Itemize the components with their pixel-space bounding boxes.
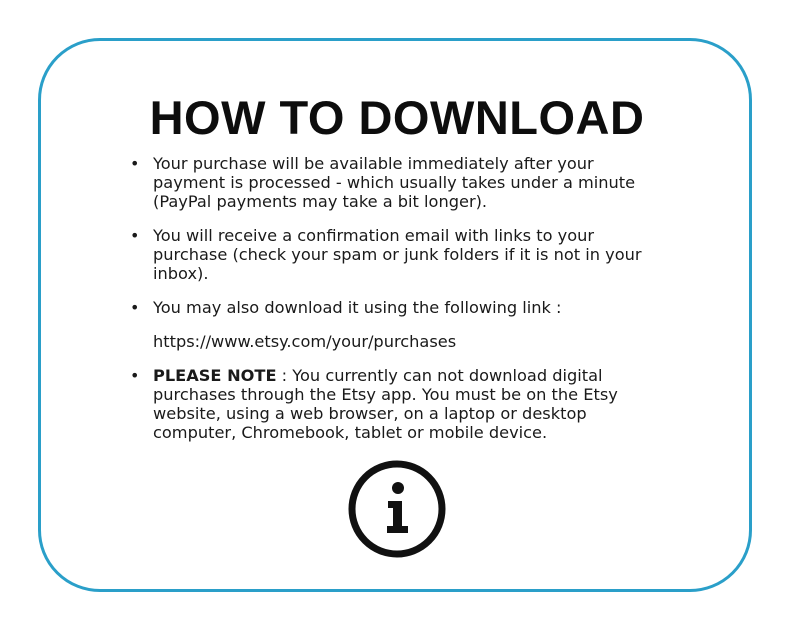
purchases-link: https://www.etsy.com/your/purchases [153, 332, 457, 351]
list-item [128, 154, 668, 211]
bullet: • [130, 154, 140, 173]
note-label: PLEASE NOTE [153, 366, 277, 385]
list-item [128, 226, 668, 283]
info-icon [347, 459, 447, 559]
list-item-text: You will receive a confirmation email with links to your purchase (check your spam or junk folders if it is not in your inbox). [153, 226, 642, 283]
list-item-text: You may also download it using the following link : [153, 298, 562, 317]
list-item-note [128, 366, 668, 442]
note-text: : You currently can not download digital purchases through the Etsy app. You must be on the Etsy website, using a web browser, on a laptop or desktop computer, Chromebook, tablet or mobile device. [153, 366, 618, 442]
list-item-text: Your purchase will be available immediately after your payment is processed - which usually takes under a minute (PayPal payments may take a bit longer). [153, 154, 636, 211]
list-item [128, 298, 668, 317]
page-title: HOW TO DOWNLOAD [149, 91, 645, 144]
bullet: • [130, 366, 140, 385]
instructions-list [128, 154, 668, 457]
purchases-link-line [128, 332, 668, 351]
bullet: • [130, 298, 140, 317]
bullet: • [130, 226, 140, 245]
